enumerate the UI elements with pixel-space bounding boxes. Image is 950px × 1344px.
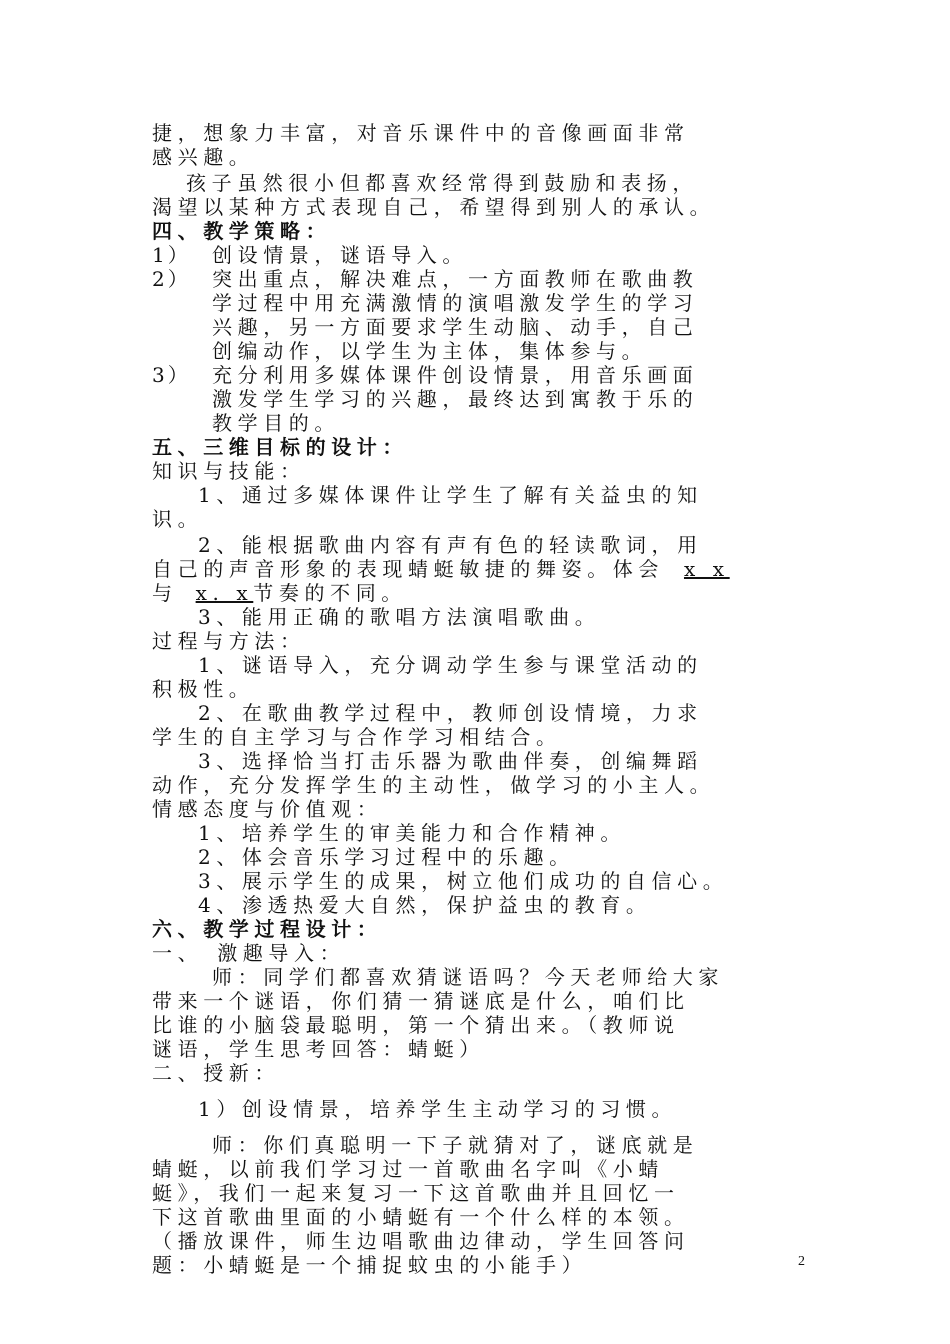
list-number: 2） bbox=[152, 267, 191, 291]
paragraph-line: 动作，充分发挥学生的主动性，做学习的小主人。 bbox=[152, 773, 716, 797]
paragraph-line: 1、培养学生的审美能力和合作精神。 bbox=[198, 821, 626, 845]
paragraph-line: （播放课件，师生边唱歌曲边律动，学生回答问 bbox=[152, 1229, 690, 1253]
line-text: 节奏的不同。 bbox=[253, 581, 407, 605]
paragraph-line: 学生的自主学习与合作学习相结合。 bbox=[152, 725, 562, 749]
subheading-process: 过程与方法： bbox=[152, 629, 306, 653]
paragraph-line: 渴望以某种方式表现自己，希望得到别人的承认。 bbox=[152, 195, 716, 219]
line-text: 激趣导入： bbox=[217, 941, 346, 965]
list-item-line: 充分利用多媒体课件创设情景，用音乐画面 bbox=[212, 363, 699, 387]
subheading-attitude: 情感态度与价值观： bbox=[152, 797, 383, 821]
paragraph-line: 谜语，学生思考回答：蜻蜓） bbox=[152, 1037, 485, 1061]
paragraph-line: 积极性。 bbox=[152, 677, 255, 701]
section-heading-goals: 五、三维目标的设计： bbox=[152, 435, 408, 459]
paragraph-line: 蜓》，我们一起来复习一下这首歌曲并且回忆一 bbox=[152, 1181, 680, 1205]
paragraph-line: 2、在歌曲教学过程中，教师创设情境，力求 bbox=[198, 701, 703, 725]
paragraph-line: 3、展示学生的成果，树立他们成功的自信心。 bbox=[198, 869, 729, 893]
section-heading-strategy: 四、教学策略： bbox=[152, 219, 332, 243]
paragraph-line: 4、渗透热爱大自然，保护益虫的教育。 bbox=[198, 893, 652, 917]
list-item-line: 兴趣，另一方面要求学生动脑、动手，自己 bbox=[212, 315, 699, 339]
line-text: 自己的声音形象的表现蜻蜓敏捷的舞姿。体会 bbox=[152, 557, 664, 581]
paragraph-line: 比谁的小脑袋最聪明，第一个猜出来。（教师说 bbox=[152, 1013, 680, 1037]
paragraph-line: 师：同学们都喜欢猜谜语吗？今天老师给大家 bbox=[212, 965, 724, 989]
page-number: 2 bbox=[798, 1254, 805, 1269]
paragraph-line: 识。 bbox=[152, 507, 204, 531]
section-heading-process: 六、教学过程设计： bbox=[152, 917, 383, 941]
paragraph-line: 捷，想象力丰富，对音乐课件中的音像画面非常 bbox=[152, 121, 690, 145]
paragraph-line: 3、选择恰当打击乐器为歌曲伴奏，创编舞蹈 bbox=[198, 749, 703, 773]
paragraph-line: 1）创设情景，培养学生主动学习的习惯。 bbox=[198, 1097, 678, 1121]
subheading-knowledge: 知识与技能： bbox=[152, 459, 306, 483]
list-number: 3） bbox=[152, 363, 191, 387]
paragraph-line: 带来一个谜语，你们猜一猜谜底是什么，咱们比 bbox=[152, 989, 690, 1013]
list-item-line: 创编动作，以学生为主体，集体参与。 bbox=[212, 339, 648, 363]
paragraph-line: 3、能用正确的歌唱方法演唱歌曲。 bbox=[198, 605, 601, 629]
paragraph-line: 感兴趣。 bbox=[152, 145, 255, 169]
paragraph-line: 孩子虽然很小但都喜欢经常得到鼓励和表扬， bbox=[186, 171, 698, 195]
list-item-line: 激发学生学习的兴趣，最终达到寓教于乐的 bbox=[212, 387, 699, 411]
paragraph-line: 2、体会音乐学习过程中的乐趣。 bbox=[198, 845, 575, 869]
paragraph-line: 2、能根据歌曲内容有声有色的轻读歌词，用 bbox=[198, 533, 703, 557]
rhythm-notation: x x bbox=[683, 557, 730, 581]
paragraph-line: 下这首歌曲里面的小蜻蜓有一个什么样的本领。 bbox=[152, 1205, 690, 1229]
paragraph-line bbox=[152, 581, 802, 605]
line-text: 与 bbox=[152, 581, 178, 605]
list-item-line: 教学目的。 bbox=[212, 411, 340, 435]
line-text: 一、 bbox=[152, 941, 204, 965]
paragraph-line: 题：小蜻蜓是一个捕捉蚊虫的小能手） bbox=[152, 1253, 588, 1277]
paragraph-line: 1、通过多媒体课件让学生了解有关益虫的知 bbox=[198, 483, 703, 507]
rhythm-notation: x. x bbox=[195, 581, 254, 605]
paragraph-line: 蜻蜓，以前我们学习过一首歌曲名字叫《小蜻 bbox=[152, 1157, 664, 1181]
list-item-line: 突出重点，解决难点，一方面教师在歌曲教 bbox=[212, 267, 699, 291]
paragraph-line: 1、谜语导入，充分调动学生参与课堂活动的 bbox=[198, 653, 703, 677]
paragraph-line bbox=[152, 557, 802, 581]
subsection-line bbox=[152, 941, 802, 965]
list-number: 1） bbox=[152, 243, 191, 267]
subsection-line: 二、授新： bbox=[152, 1061, 280, 1085]
paragraph-line: 师：你们真聪明一下子就猜对了，谜底就是 bbox=[212, 1133, 699, 1157]
list-item-line: 学过程中用充满激情的演唱激发学生的学习 bbox=[212, 291, 699, 315]
list-item-line: 创设情景，谜语导入。 bbox=[212, 243, 468, 267]
